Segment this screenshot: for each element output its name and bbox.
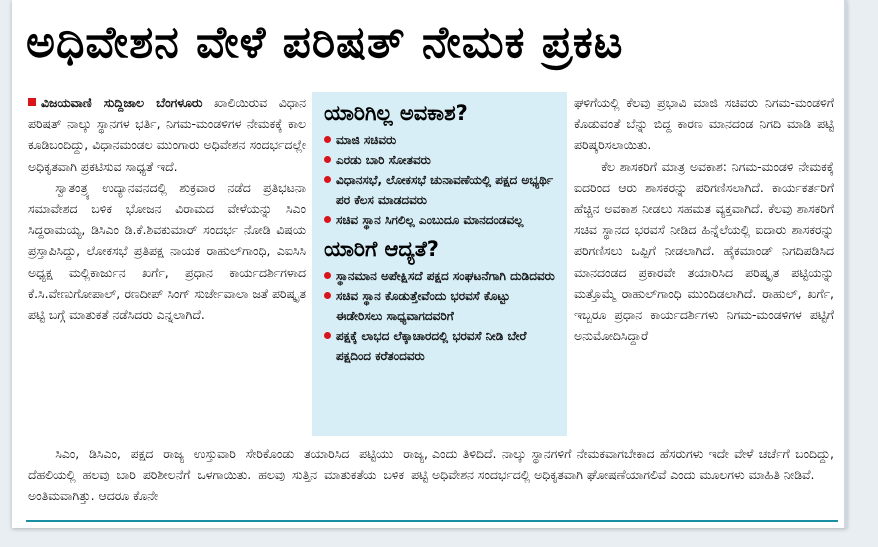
dateline: ವಿಜಯವಾಣಿ ಸುದ್ದಿಜಾಲ ಬೆಂಗಳೂರು [41,95,203,110]
list-item: ಎರಡು ಬಾರಿ ಸೋತವರು [324,150,559,170]
left-paragraph-1: ಖಾಲಿಯಿರುವ ವಿಧಾನ ಪರಿಷತ್ ನಾಲ್ಕು ಸ್ಥಾನಗಳ ಭರ್ತಿ, ನಿಗಮ-ಮಂಡಳಿಗಳ ನೇಮಕಕ್ಕೆ ಕಾಲ ಕೂಡಿಬಂದಿದ್ದು, ವಿಧಾನಮಂಡಲ ಮುಂಗಾರು ಅಧಿವೇಶನ ಸಂದರ್ಭದಲ್ಲೇ ಅಧಿಕೃತವಾಗಿ ಪ್ರಕಟಿಸುವ ಸಾಧ್ಯತೆ ಇದೆ. [28,95,306,174]
right-paragraph-1: ಘಳಿಗೆಯಲ್ಲಿ ಕೆಲವು ಪ್ರಭಾವಿ ಮಾಜಿ ಸಚಿವರು ನಿಗಮ-ಮಂಡಳಿಗೆ ಕೊಡುವಂತೆ ಬೆನ್ನು ಬಿದ್ದ ಕಾರಣ ಮಾನದಂಡ ನಿಗದಿ ಮಾಡಿ ಪಟ್ಟಿ ಪರಿಷ್ಕರಿಸಲಾಯಿತು. [574,95,834,153]
sidebar-heading-1: ಯಾರಿಗಿಲ್ಲ ಅವಕಾಶ? [324,101,468,125]
right-paragraph-2: ಕೆಲ ಶಾಸಕರಿಗೆ ಮಾತ್ರ ಅವಕಾಶ: ನಿಗಮ-ಮಂಡಳಿ ನೇಮಕಕ್ಕೆ ಐದರಿಂದ ಆರು ಶಾಸಕರನ್ನು ಪರಿಗಣಿಸಲಾಗಿದೆ. ಕಾರ್ಯಕರ್ತರಿಗೆ ಹೆಚ್ಚಿನ ಅವಕಾಶ ನೀಡಲು ಸಹಮತ ವ್ಯಕ್ತವಾಗಿದೆ. ಕೆಲವು ಶಾಸಕರಿಗೆ ಸಚಿವ ಸ್ಥಾನದ ಭರವಸೆ ನೀಡಿದ ಹಿನ್ನೆಲೆಯಲ್ಲಿ ಐದಾರು ಶಾಸಕರನ್ನು ಪರಿಗಣಿಸಲು ಒಪ್ಪಿಗೆ ನೀಡಲಾಗಿದೆ. ಹೈಕಮಾಂಡ್ ನಿಗದಿಪಡಿಸಿದ ಮಾನದಂಡದ ಪ್ರಕಾರವೇ ತಯಾರಿಸಿದ ಪರಿಷ್ಕೃತ ಪಟ್ಟಿಯನ್ನು ಮತ್ತೊಮ್ಮೆ ರಾಹುಲ್‌ಗಾಂಧಿ ಮುಂದಿಡಲಾಗಿದೆ. ರಾಹುಲ್, ಖರ್ಗೆ, ಇಬ್ಬರೂ ಪ್ರಧಾನ ಕಾರ್ಯದರ್ಶಿಗಳು ನಿಗಮ-ಮಂಡಳಿಗಳ ಪಟ್ಟಿಗೆ ಅನುಮೋದಿಸಿದ್ದಾರೆ [574,158,834,344]
list-item: ಸ್ಥಾನಮಾನ ಅಪೇಕ್ಷಿಸದೆ ಪಕ್ಷದ ಸಂಘಟನೆಗಾಗಿ ದುಡಿದವರು [324,266,559,286]
newspaper-clipping [12,0,847,528]
right-column [574,92,834,436]
sidebar-box [312,92,567,436]
bottom-right-paragraph [432,443,834,511]
list-item: ಸಚಿವ ಸ್ಥಾನ ಸಿಗಲಿಲ್ಲ ಎಂಬುದೂ ಮಾನದಂಡವಲ್ಲ [324,210,559,230]
sidebar-list-1 [312,130,567,230]
left-paragraph-2: ಸ್ವಾತಂತ್ರ್ಯ ಉದ್ಯಾನವನದಲ್ಲಿ ಶುಕ್ರವಾರ ನಡೆದ ಪ್ರತಿಭಟನಾ ಸಮಾವೇಶದ ಬಳಿಕ ಭೋಜನ ವಿರಾಮದ ವೇಳೆಯನ್ನು ಸಿಎಂ ಸಿದ್ದರಾಮಯ್ಯ, ಡಿಸಿಎಂ ಡಿ.ಕೆ.ಶಿವಕುಮಾರ್ ಸಂದರ್ಭ ನೋಡಿ ವಿಷಯ ಪ್ರಸ್ತಾಪಿಸಿದ್ದು, ಲೋಕಸಭೆ ಪ್ರತಿಪಕ್ಷ ನಾಯಕ ರಾಹುಲ್‌ಗಾಂಧಿ, ಎಐಸಿಸಿ ಅಧ್ಯಕ್ಷ ಮಲ್ಲಿಕಾರ್ಜುನ ಖರ್ಗೆ, ಪ್ರಧಾನ ಕಾರ್ಯದರ್ಶಿಗಳಾದ ಕೆ.ಸಿ.ವೇಣುಗೋಪಾಲ್, ರಣದೀಪ್ ಸಿಂಗ್ ಸುರ್ಜೇವಾಲಾ ಜತೆ ಪರಿಷ್ಕೃತ ಪಟ್ಟಿ ಬಗ್ಗೆ ಮಾತುಕತೆ ನಡೆಸಿದರು ಎನ್ನಲಾಗಿದೆ. [28,179,306,323]
headline: ಅಧಿವೇಶನ ವೇಳೆ ಪರಿಷತ್ ನೇಮಕ ಪ್ರಕಟ [26,17,624,68]
list-item: ಸಚಿವ ಸ್ಥಾನ ಕೊಡುತ್ತೇವೆಂದು ಭರವಸೆ ಕೊಟ್ಟು ಈಡೇರಿಸಲು ಸಾಧ್ಯವಾಗದವರಿಗೆ [324,286,559,326]
left-column [28,92,306,438]
bottom-right-text: ಎಂದು ತಿಳಿದಿದೆ. ನಾಲ್ಕು ಸ್ಥಾನಗಳಿಗೆ ನೇಮಕವಾಗಬೇಕಾದ ಹೆಸರುಗಳು ಇದೇ ವೇಳೆ ಚರ್ಚೆಗೆ ಬಂದಿದ್ದು, ಅಧಿವೇಶನ ಸಂದರ್ಭದಲ್ಲಿ ಅಧಿಕೃತವಾಗಿ ಘೋಷಣೆಯಾಗಲಿವೆ ಎಂದು ಮೂಲಗಳು ಮಾಹಿತಿ ನೀಡಿವೆ. [432,446,834,483]
sidebar-heading-2: ಯಾರಿಗೆ ಆದ್ಯತೆ? [324,237,439,261]
list-item: ಮಾಜಿ ಸಚಿವರು [324,130,559,150]
list-item: ಪಕ್ಷಕ್ಕೆ ಲಾಭದ ಲೆಕ್ಕಾಚಾರದಲ್ಲಿ ಭರವಸೆ ನೀಡಿ ಬೇರೆ ಪಕ್ಷದಿಂದ ಕರೆತಂದವರು [324,326,559,366]
red-square-icon [28,98,36,106]
bottom-left-paragraph [28,443,428,511]
bottom-left-text: ಸಿಎಂ, ಡಿಸಿಎಂ, ಪಕ್ಷದ ರಾಜ್ಯ ಉಸ್ತುವಾರಿ ಸೇರಿಕೊಂಡು ತಯಾರಿಸಿದ ಪಟ್ಟಿಯು ರಾಜ್ಯ, ದೆಹಲಿಯಲ್ಲಿ ಹಲವು ಬಾರಿ ಪರಿಶೀಲನೆಗೆ ಒಳಗಾಯಿತು. ಹಲವು ಸುತ್ತಿನ ಮಾತುಕತೆಯ ಬಳಿಕ ಪಟ್ಟಿ ಅಂತಿಮವಾಗಿತ್ತು. ಆದರೂ ಕೊನೇ [28,446,428,504]
sidebar-list-2 [312,266,567,366]
bottom-divider [26,520,838,522]
list-item: ವಿಧಾನಸಭೆ, ಲೋಕಸಭೆ ಚುನಾವಣೆಯಲ್ಲಿ ಪಕ್ಷದ ಅಭ್ಯರ್ಥಿ ಪರ ಕೆಲಸ ಮಾಡದವರು [324,170,559,210]
